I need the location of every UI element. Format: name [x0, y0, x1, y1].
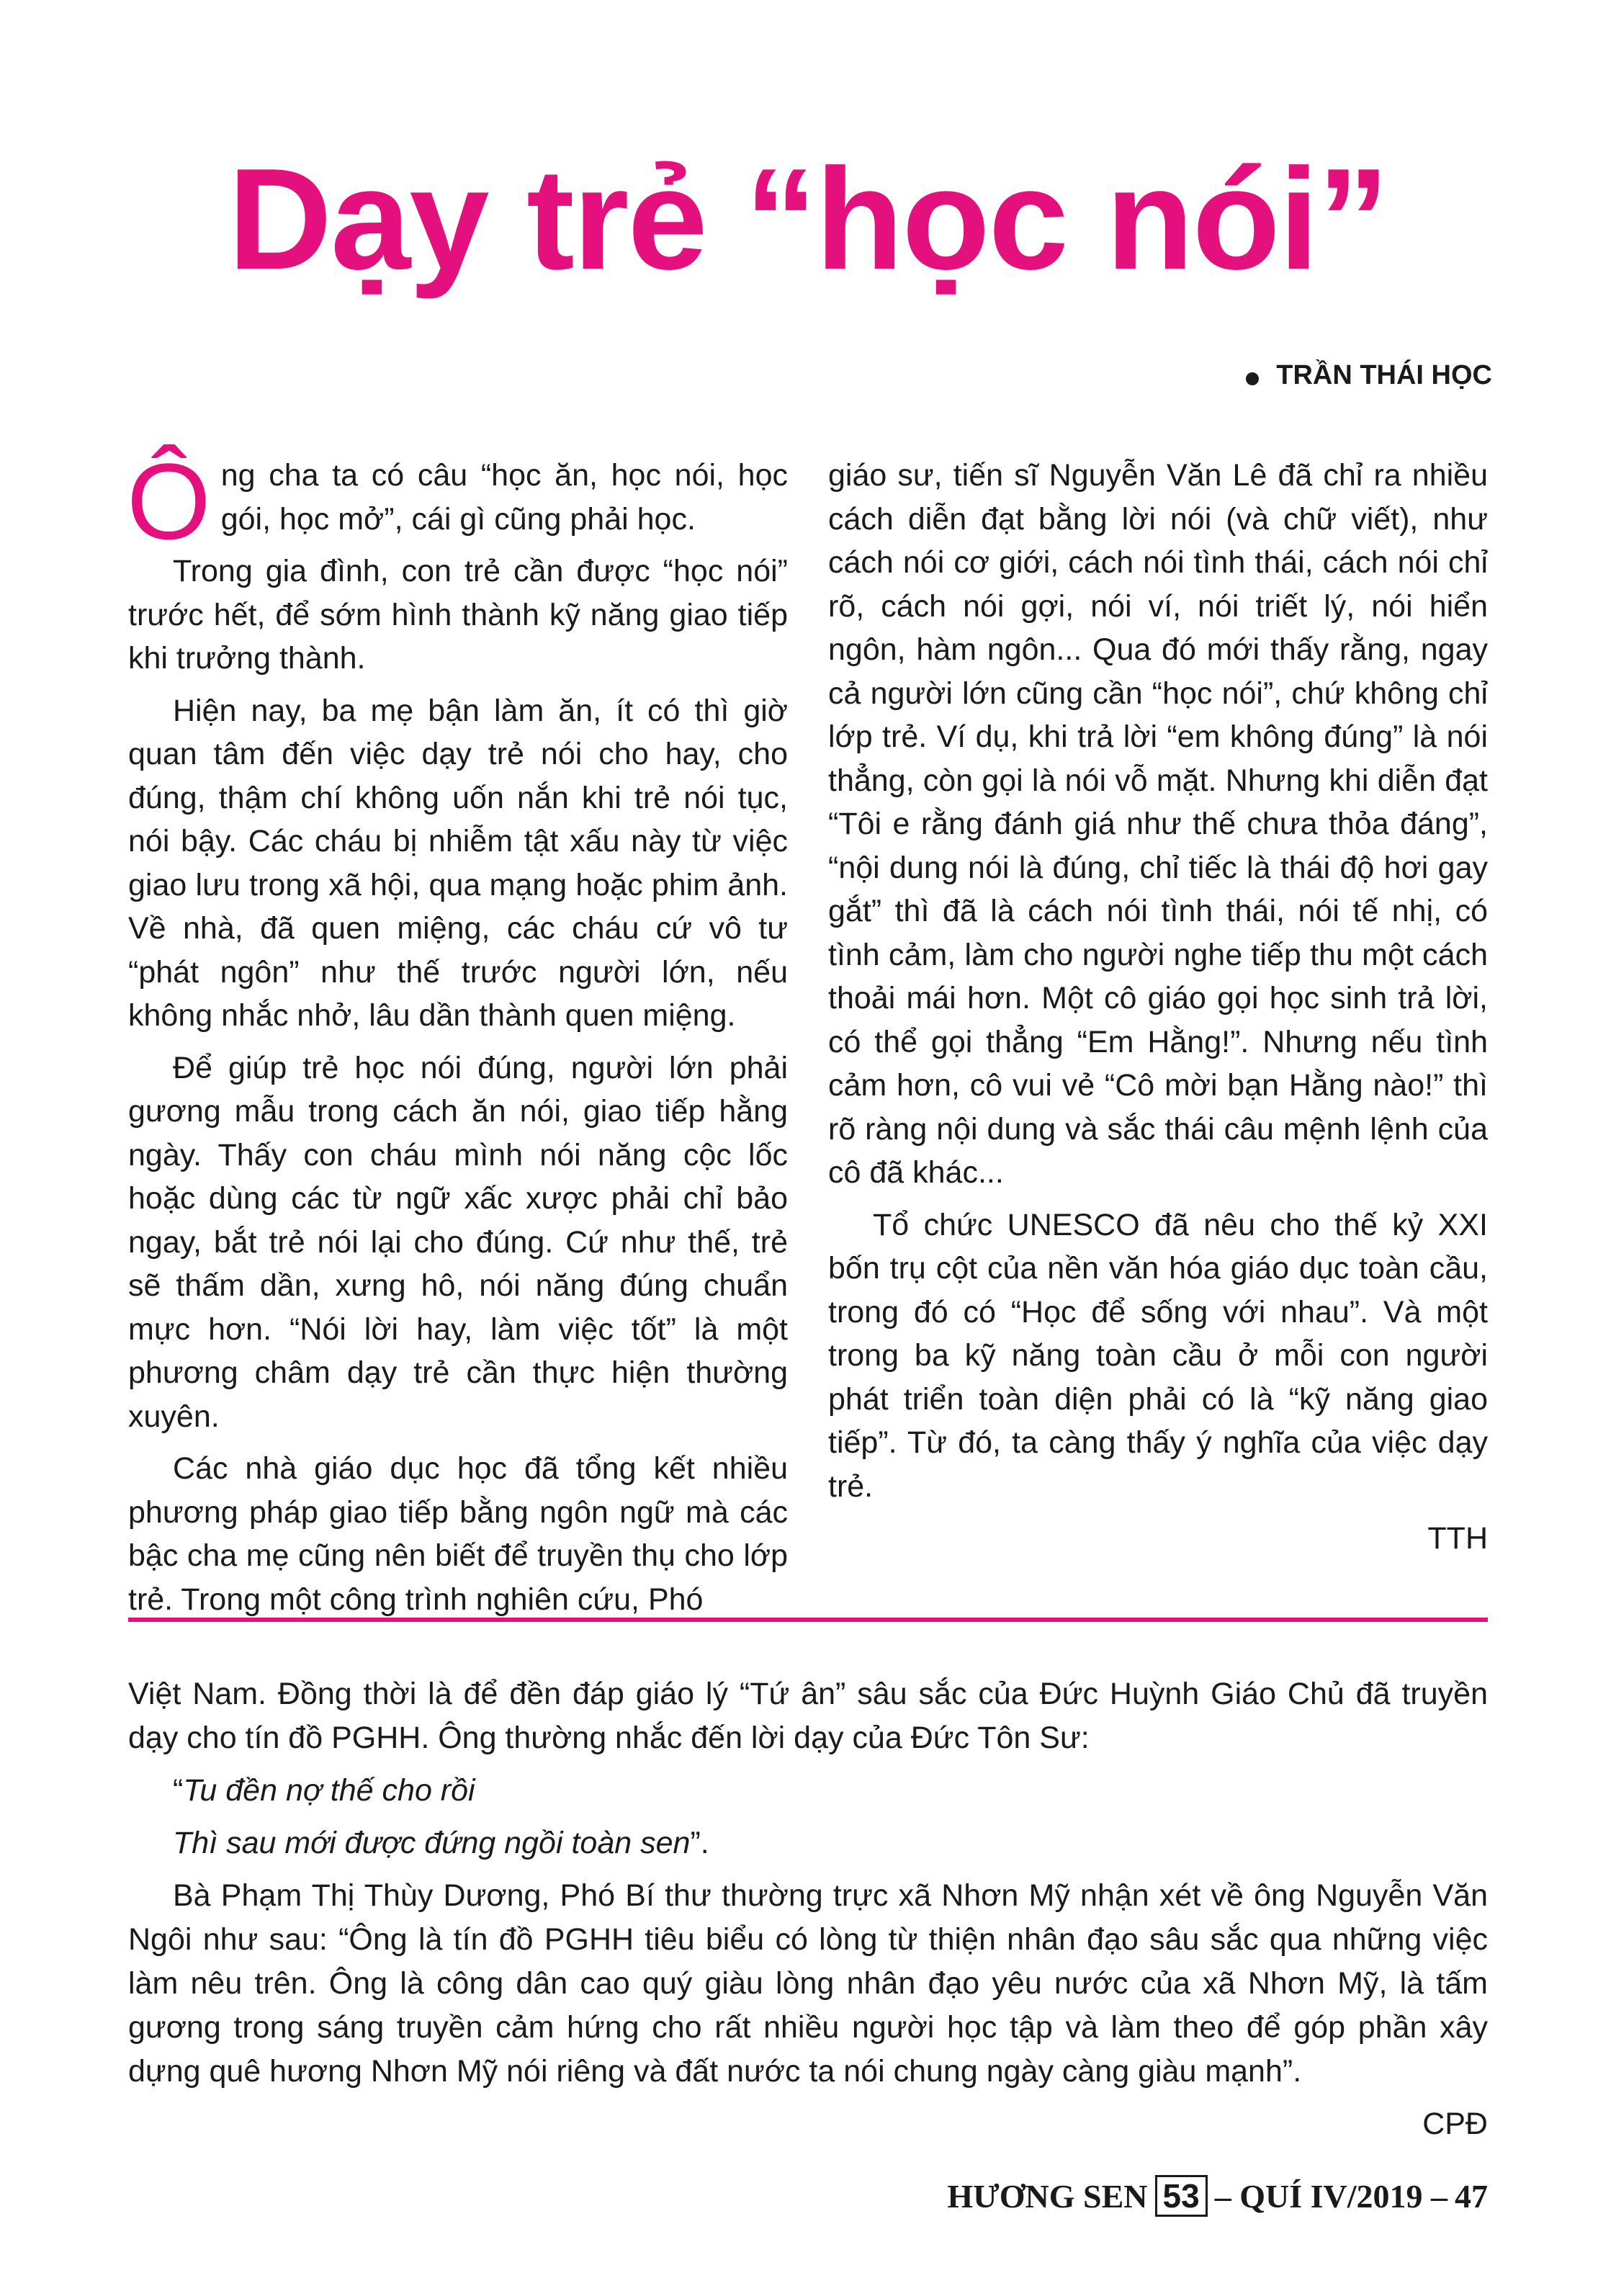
quote-text: Thì sau mới được đứng ngồi toàn sen: [173, 1826, 691, 1860]
page-number: 47: [1455, 2177, 1488, 2215]
author-name: TRẦN THÁI HỌC: [1276, 360, 1492, 390]
paragraph: Hiện nay, ba mẹ bận làm ăn, ít có thì giờ quan tâm đến việc dạy trẻ nói cho hay, cho đúng, thậm chí không uốn nắn khi trẻ nói tục, nói bậy. Các cháu bị nhiễm tật xấu này từ việc giao lưu trong xã hội, qua mạng hoặc phim ảnh. Về nhà, đã quen miệng, các cháu cứ vô tư “phát ngôn” như thế trước người lớn, nếu không nhắc nhở, lâu dần thành quen miệng.: [128, 693, 788, 1033]
section-divider: [128, 1618, 1488, 1622]
paragraph: Tổ chức UNESCO đã nêu cho thế kỷ XXI bốn trụ cột của nền văn hóa giáo dục toàn cầu, trong đó có “Học để sống với nhau”. Và một trong ba kỹ năng toàn cầu ở mỗi con người phát triển toàn diện phải có là “kỹ năng giao tiếp”. Từ đó, ta càng thấy ý nghĩa của việc dạy trẻ.: [828, 1207, 1488, 1504]
paragraph: giáo sư, tiến sĩ Nguyễn Văn Lê đã chỉ ra nhiều cách diễn đạt bằng lời nói (và chữ viết), như cách nói cơ giới, cách nói tình thái, cách nói chỉ rõ, cách nói gợi, nói ví, nói triết lý, nói hiển ngôn, hàm ngôn... Qua đó mới thấy rằng, ngay cả người lớn cũng cần “học nói”, chứ không chỉ lớp trẻ. Ví dụ, khi trả lời “em không đúng” là nói thẳng, còn gọi là nói vỗ mặt. Nhưng khi diễn đạt “Tôi e rằng đánh giá như thế chưa thỏa đáng”, “nội dung nói là đúng, chỉ tiếc là thái độ hơi gay gắt” thì đã là cách nói tình thái, nói tế nhị, có tình cảm, làm cho người nghe tiếp thu một cách thoải mái hơn. Một cô giáo gọi học sinh trả lời, có thể gọi thẳng “Em Hằng!”. Nhưng nếu tình cảm hơn, cô vui vẻ “Cô mời bạn Hằng nào!” thì rõ ràng nội dung và sắc thái câu mệnh lệnh của cô đã khác...: [828, 458, 1488, 1190]
article-signature: TTH: [1427, 1521, 1488, 1556]
paragraph: Bà Phạm Thị Thùy Dương, Phó Bí thư thường trực xã Nhơn Mỹ nhận xét về ông Nguyễn Văn Ngôi như sau: “Ông là tín đồ PGHH tiêu biểu có lòng từ thiện nhân đạo sâu sắc qua những việc làm nêu trên. Ông là công dân cao quý giàu lòng nhân đạo yêu nước của xã Nhơn Mỹ, là tấm gương trong sáng truyền cảm hứng cho rất nhiều người học tập và làm theo để góp phần xây dựng quê hương Nhơn Mỹ nói riêng và đất nước ta nói chung ngày càng giàu mạnh”.: [128, 1878, 1488, 2089]
article-column-right: [828, 454, 1488, 1561]
article-column-left: [127, 441, 788, 1630]
article-title: Dạy trẻ “học nói”: [228, 139, 1388, 300]
continued-signature: CPĐ: [1422, 2107, 1488, 2141]
issue-number: 53: [1155, 2175, 1208, 2217]
paragraph: Trong gia đình, con trẻ cần được “học nói” trước hết, để sớm hình thành kỹ năng giao tiếp khi trưởng thành.: [128, 554, 788, 676]
author-byline: [1246, 360, 1492, 391]
drop-cap: Ô: [127, 441, 211, 562]
paragraph: Để giúp trẻ học nói đúng, người lớn phải gương mẫu trong cách ăn nói, giao tiếp hằng ngày. Thấy con cháu mình nói năng cộc lốc hoặc dùng các từ ngữ xấc xược phải chỉ bảo ngay, bắt trẻ nói lại cho đúng. Cứ như thế, trẻ sẽ thấm dần, xưng hô, nói năng đúng chuẩn mực hơn. “Nói lời hay, làm việc tốt” là một phương châm dạy trẻ cần thực hiện thường xuyên.: [128, 1050, 788, 1434]
paragraph: Các nhà giáo dục học đã tổng kết nhiều phương pháp giao tiếp bằng ngôn ngữ mà các bậc cha mẹ cũng nên biết để truyền thụ cho lớp trẻ. Trong một công trình nghiên cứu, Phó: [128, 1451, 788, 1617]
paragraph: [127, 441, 788, 562]
quote-close-mark: ”.: [690, 1826, 709, 1860]
bullet-icon: [1246, 372, 1259, 385]
quote-open-mark: “: [173, 1773, 184, 1808]
page-footer: [947, 2175, 1488, 2217]
quote-line: [128, 1769, 1488, 1813]
quote-line: [128, 1821, 1488, 1865]
paragraph: Việt Nam. Đồng thời là để đền đáp giáo lý “Tứ ân” sâu sắc của Đức Huỳnh Giáo Chủ đã truyền dạy cho tín đồ PGHH. Ông thường nhắc đến lời dạy của Đức Tôn Sư:: [128, 1677, 1488, 1755]
issue-period: – QUÍ IV/2019 –: [1214, 2177, 1447, 2215]
paragraph-text: ng cha ta có câu “học ăn, học nói, học gói, học mở”, cái gì cũng phải học.: [220, 458, 788, 537]
continued-article: [128, 1672, 1488, 2146]
quote-text: Tu đền nợ thế cho rồi: [183, 1773, 475, 1808]
magazine-name: HƯƠNG SEN: [947, 2177, 1148, 2215]
